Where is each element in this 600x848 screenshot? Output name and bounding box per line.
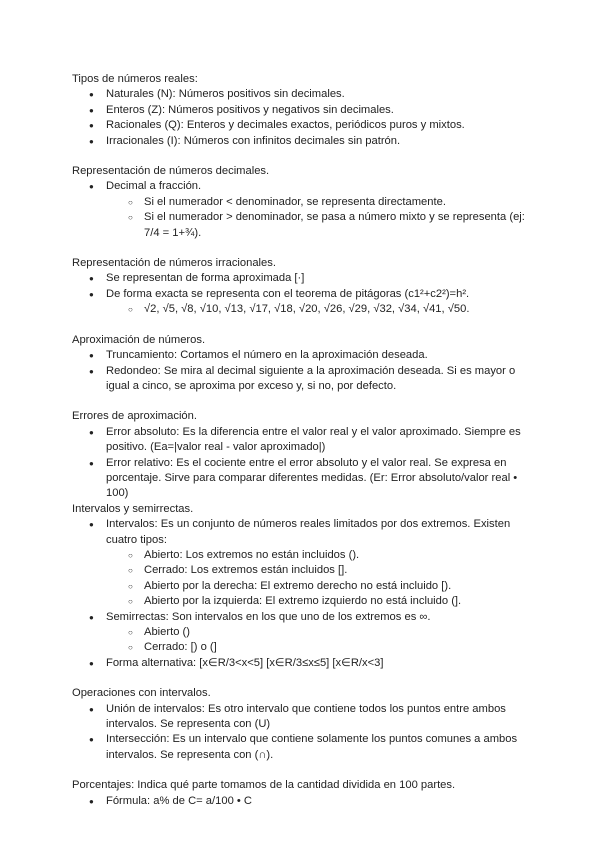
section-title-irracionales: Representación de números irracionales. [72,257,276,270]
list-item: ● Unión de intervalos: Es otro intervalo que contiene todos los puntos entre ambos intervalos. Se representa con (U) [72,702,530,733]
sub-list-item: ○ Si el numerador < denominador, se representa directamente. [72,195,530,210]
section-title-errores: Errores de aproximación. [72,410,197,423]
section-list-aproximacion [72,348,530,394]
section-list-intervalos [72,517,530,671]
section-list-porcentajes [72,794,530,809]
list-item: ● Intervalos: Es un conjunto de números reales limitados por dos extremos. Existen cuatro tipos: [72,517,530,548]
spacer [72,241,530,256]
sub-list-item: ○ √2, √5, √8, √10, √13, √17, √18, √20, √26, √29, √32, √34, √41, √50. [72,302,530,317]
section-title-porcentajes: Porcentajes: Indica qué parte tomamos de la cantidad dividida en 100 partes. [72,779,456,792]
section-list-errores [72,425,530,502]
list-item: ● De forma exacta se representa con el teorema de pitágoras (c1²+c2²)=h². [72,287,530,302]
section-title-operaciones: Operaciones con intervalos. [72,687,211,700]
list-item: ● Error relativo: Es el cociente entre el error absoluto y el valor real. Se expresa en porcentaje. Sirve para comparar diferentes medidas. (Er: Error absoluto/valor real • 100) [72,456,530,502]
section-list-decimales [72,179,530,241]
section-title-decimales: Representación de números decimales. [72,165,270,178]
section-title-intervalos: Intervalos y semirrectas. [72,502,194,515]
section-title-tipos: Tipos de números reales: [72,73,198,85]
sub-list-item: ○ Cerrado: [) o (] [72,640,530,655]
list-item: ● Enteros (Z): Números positivos y negativos sin decimales. [72,103,530,118]
sub-list-item: ○ Abierto por la derecha: El extremo derecho no está incluido [). [72,579,530,594]
section-list-irracionales [72,271,530,317]
list-item: ● Error absoluto: Es la diferencia entre el valor real y el valor aproximado. Siempre es positivo. (Ea=|valor real - valor aproximado|) [72,425,530,456]
list-item: ● Naturales (N): Números positivos sin decimales. [72,87,530,102]
spacer [72,763,530,778]
sub-list-item: ○ Abierto () [72,625,530,640]
section-list-tipos [72,87,530,149]
list-item: ● Fórmula: a% de C= a/100 • C [72,794,530,809]
list-item: ● Irracionales (I): Números con infinitos decimales sin patrón. [72,134,530,149]
spacer [72,318,530,333]
list-item: ● Intersección: Es un intervalo que contiene solamente los puntos comunes a ambos intervalos. Se representa con (∩). [72,732,530,763]
document-content [72,72,530,809]
sub-list-item: ○ Abierto: Los extremos no están incluidos (). [72,548,530,563]
list-item: ● Decimal a fracción. [72,179,530,194]
sub-list-item: ○ Cerrado: Los extremos están incluidos []. [72,563,530,578]
sub-list-item: ○ Abierto por la izquierda: El extremo izquierdo no está incluido (]. [72,594,530,609]
section-title-aproximacion: Aproximación de números. [72,333,206,346]
section-list-operaciones [72,702,530,764]
spacer [72,671,530,686]
list-item: ● Racionales (Q): Enteros y decimales exactos, periódicos puros y mixtos. [72,118,530,133]
sub-list-item: ○ Si el numerador > denominador, se pasa a número mixto y se representa (ej: 7/4 = 1+¾). [72,210,530,241]
list-item: ● Semirrectas: Son intervalos en los que uno de los extremos es ∞. [72,610,530,625]
list-item: ● Forma alternativa: [x∈R/3<x<5] [x∈R/3≤x≤5] [x∈R/x<3] [72,656,530,671]
spacer [72,149,530,164]
list-item: ● Se representan de forma aproximada [·] [72,271,530,286]
spacer [72,394,530,409]
list-item: ● Redondeo: Se mira al decimal siguiente a la aproximación deseada. Si es mayor o igual a cinco, se aproxima por exceso y, si no, por defecto. [72,364,530,395]
list-item: ● Truncamiento: Cortamos el número en la aproximación deseada. [72,348,530,363]
